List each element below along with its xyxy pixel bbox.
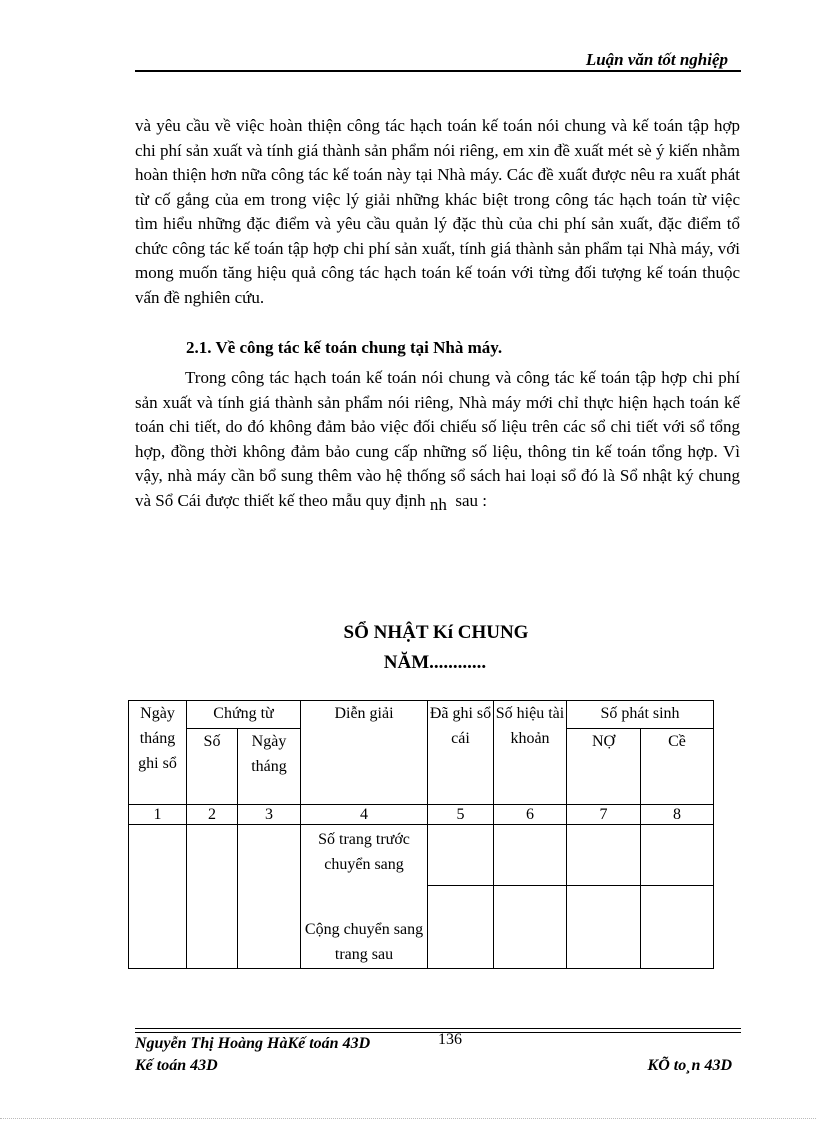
header-voucher-date: Ngày tháng: [238, 729, 301, 805]
column-number: 6: [494, 805, 567, 825]
empty-cell: [238, 825, 301, 969]
column-number: 8: [641, 805, 714, 825]
page-header-title: Luận văn tốt nghiệp: [585, 50, 728, 69]
empty-cell: [129, 825, 187, 969]
column-number: 7: [567, 805, 641, 825]
empty-cell: [428, 885, 494, 968]
header-debit: NỢ: [567, 729, 641, 805]
empty-cell: [494, 885, 567, 968]
page-bottom-edge: [0, 1118, 816, 1119]
column-number: 2: [187, 805, 238, 825]
description-cell: [301, 825, 428, 969]
header-date: Ngày tháng ghi sổ: [129, 701, 187, 805]
section-paragraph-end: sau :: [455, 490, 488, 510]
journal-table: [128, 700, 714, 969]
carry-forward-text: Số trang trước chuyển sang: [318, 831, 410, 873]
empty-cell: [428, 825, 494, 886]
empty-cell: [494, 825, 567, 886]
empty-cell: [567, 885, 641, 968]
header-voucher-no: Số: [187, 729, 238, 805]
header-divider: [135, 70, 741, 72]
section-paragraph-text: Trong công tác hạch toán kế toán nói chung và công tác kế toán tập hợp chi phí sản xuất và tính giá thành sản phẩm nói riêng, Nhà máy mới chỉ thực hiện hạch toán kế toán chi tiết, do đó không đảm bảo việc đối chiếu số liệu trên các sổ chi tiết với sổ tổng hợp, đồng thời không đảm bảo cung cấp những số liệu, thông tin kế toán tổng hợp. Vì vậy, nhà máy cần bổ sung thêm vào hệ thống sổ sách hai loại sổ đó là Sổ nhật ký chung và Sổ Cái được thiết kế theo mẫu quy định: [135, 368, 740, 510]
column-number: 1: [129, 805, 187, 825]
header-credit: Cề: [641, 729, 714, 805]
intro-paragraph: và yêu cầu về việc hoàn thiện công tác hạch toán kế toán nói chung và kế toán tập hợp chi phí sản xuất và tính giá thành sản phẩm nói riêng, em xin đề xuất mét sè ý kiến nhằm hoàn thiện hơn nữa công tác kế toán này tại Nhà máy. Các đề xuất được nêu ra xuất phát từ cố gắng của em trong việc lý giải những khác biệt trong công tác hạch toán từ việc tìm hiểu những đặc điểm và yêu cầu quản lý đặc thù của chi phí sản xuất, đặc điểm tổ chức công tác kế toán tập hợp chi phí sản xuất, tính giá thành sản phẩm tại Nhà máy, với mong muốn tăng hiệu quả công tác hạch toán kế toán với từng đối tượng kế toán thuộc vấn đề nghiên cứu.: [135, 116, 740, 307]
ledger-year: NĂM............: [383, 652, 487, 673]
empty-cell: [567, 825, 641, 886]
header-account: Số hiệu tài khoản: [494, 701, 567, 805]
section-paragraph-subscript: nh: [429, 494, 447, 514]
footer-class-right: KÕ to¸n 43D: [647, 1057, 732, 1074]
header-voucher: Chứng từ: [187, 701, 301, 729]
header-amount: Số phát sinh: [567, 701, 714, 729]
page-number: 136: [438, 1031, 462, 1048]
header-description: Diễn giải: [301, 701, 428, 805]
empty-cell: [187, 825, 238, 969]
column-number: 5: [428, 805, 494, 825]
ledger-title: SỔ NHẬT Kí CHUNG: [343, 622, 529, 643]
carry-over-text: Cộng chuyển sang trang sau: [304, 921, 424, 963]
empty-cell: [641, 885, 714, 968]
footer-divider: [135, 1028, 741, 1029]
section-heading: 2.1. Về công tác kế toán chung tại Nhà máy.: [186, 338, 503, 357]
footer-author: Nguyễn Thị Hoàng HàKế toán 43D: [135, 1035, 371, 1052]
header-posted: Đã ghi sổ cái: [428, 701, 494, 805]
column-number: 3: [238, 805, 301, 825]
footer-class-left: Kế toán 43D: [135, 1057, 218, 1074]
section-paragraph: [135, 366, 740, 513]
empty-cell: [641, 825, 714, 886]
column-number: 4: [301, 805, 428, 825]
